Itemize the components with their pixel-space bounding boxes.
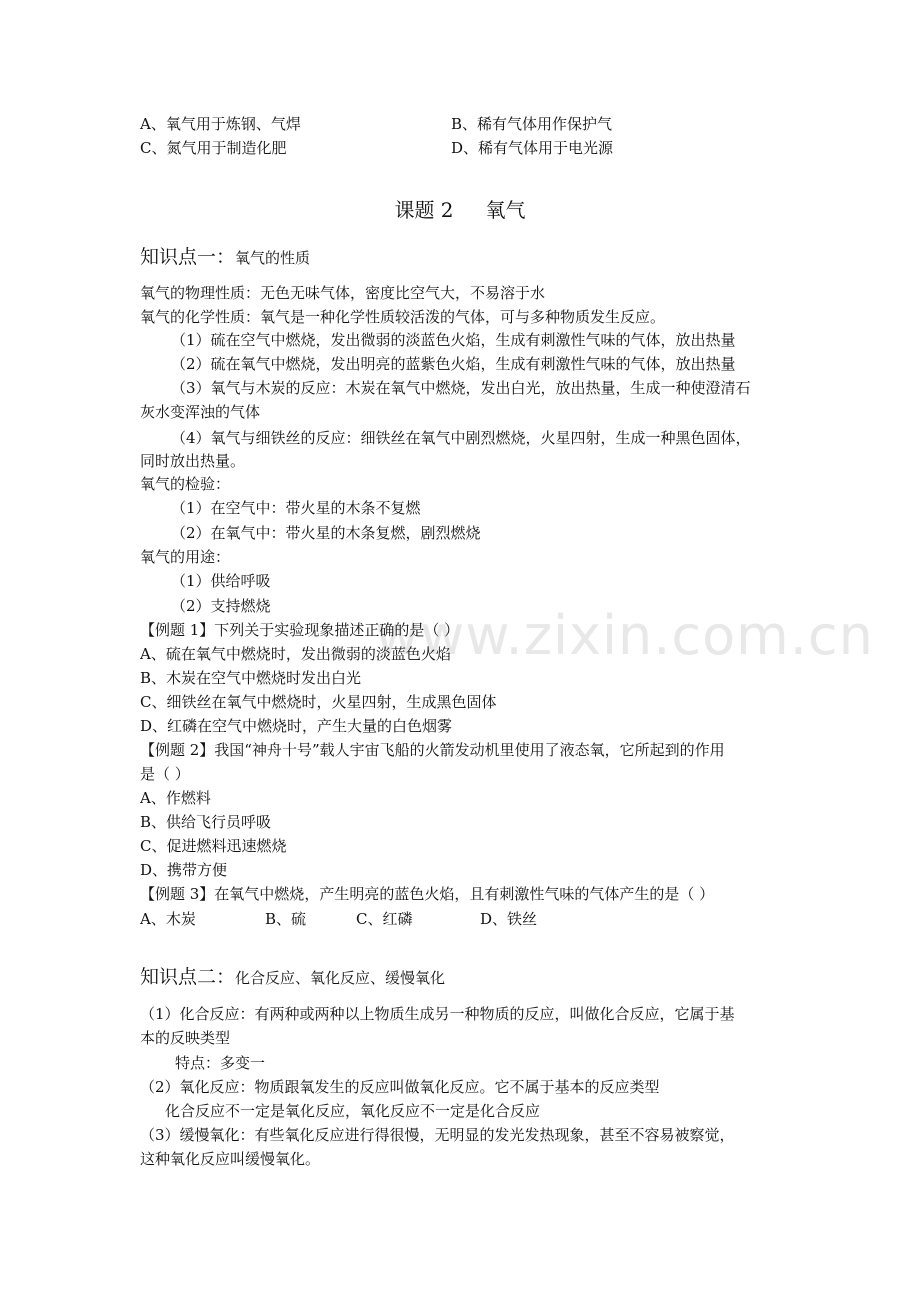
physical-properties: 氧气的物理性质：无色无味气体，密度比空气大，不易溶于水 [140,284,546,302]
section1-heading-topic: 氧气的性质 [235,249,311,267]
example3-option-a: A、木炭 [140,910,196,928]
reaction-item-4-cont: 同时放出热量。 [140,452,246,470]
option-c: C、氮气用于制造化肥 [140,139,287,157]
combination-reaction-cont: 本的反映类型 [140,1029,231,1047]
combination-reaction: （1）化合反应：有两种或两种以上物质生成另一种物质的反应，叫做化合反应，它属于基 [140,1005,735,1023]
reaction-item-3: （3）氧气与木炭的反应：木炭在氧气中燃烧，发出白光，放出热量，生成一种使澄清石 [171,379,751,397]
example2-option-c: C、促进燃料迅速燃烧 [140,837,287,855]
slow-oxidation: （3）缓慢氧化：有些氧化反应进行得很慢，无明显的发光发热现象，甚至不容易被察觉， [140,1126,735,1144]
example2-option-a: A、作燃料 [140,789,211,807]
reaction-item-1: （1）硫在空气中燃烧，发出微弱的淡蓝色火焰，生成有刺激性气味的气体，放出热量 [171,331,736,349]
watermark: www.zixin.com.cn [375,604,874,667]
example2-question-cont: 是（ ） [140,765,190,783]
example3-option-c: C、红磷 [356,910,413,928]
example3-options [140,909,740,929]
example3-option-b: B、硫 [265,910,307,928]
page-title [0,197,920,223]
chemical-properties: 氧气的化学性质：氧气是一种化学性质较活泼的气体，可与多种物质发生反应。 [140,308,666,326]
reaction-item-2: （2）硫在氧气中燃烧，发出明亮的蓝紫色火焰，生成有刺激性气味的气体，放出热量 [171,355,736,373]
title-lesson: 课题 2 [394,198,454,222]
example2-option-d: D、携带方便 [140,861,228,879]
section2-heading-topic: 化合反应、氧化反应、缓慢氧化 [235,969,446,987]
oxidation-note: 化合反应不一定是氧化反应，氧化反应不一定是化合反应 [165,1102,541,1120]
oxygen-use-2: （2）支持燃烧 [171,597,271,615]
oxygen-test-heading: 氧气的检验： [140,475,231,493]
combination-feature: 特点：多变一 [175,1054,266,1072]
section1-heading [140,245,310,270]
example1-option-c: C、细铁丝在氧气中燃烧时，火星四射，生成黑色固体 [140,693,497,711]
oxygen-use-1: （1）供给呼吸 [171,572,271,590]
oxygen-test-1: （1）在空气中：带火星的木条不复燃 [171,499,421,517]
option-a: A、氧气用于炼钢、气焊 [140,115,301,133]
reaction-item-3-cont: 灰水变浑浊的气体 [140,403,261,421]
example1-option-d: D、红磷在空气中燃烧时，产生大量的白色烟雾 [140,717,453,735]
example1-option-b: B、木炭在空气中燃烧时发出白光 [140,669,362,687]
option-b: B、稀有气体用作保护气 [451,115,613,133]
example2-question: 【例题 2】我国“神舟十号”载人宇宙飞船的火箭发动机里使用了液态氧，它所起到的作用 [140,741,725,759]
section2-heading [140,965,445,990]
example1-question: 【例题 1】下列关于实验现象描述正确的是（ ） [140,621,460,639]
oxygen-test-2: （2）在氧气中：带火星的木条复燃，剧烈燃烧 [171,524,481,542]
oxidation-reaction: （2）氧化反应：物质跟氧发生的反应叫做氧化反应。它不属于基本的反应类型 [140,1078,660,1096]
slow-oxidation-cont: 这种氧化反应叫缓慢氧化。 [140,1150,321,1168]
section2-heading-label: 知识点二： [140,966,236,988]
section1-heading-label: 知识点一： [140,246,236,268]
example2-option-b: B、供给飞行员呼吸 [140,813,272,831]
title-topic: 氧气 [485,198,526,222]
example3-option-d: D、铁丝 [480,910,538,928]
example3-question: 【例题 3】在氧气中燃烧，产生明亮的蓝色火焰，且有刺激性气味的气体产生的是（ ） [140,885,715,903]
reaction-item-4: （4）氧气与细铁丝的反应：细铁丝在氧气中剧烈燃烧，火星四射，生成一种黑色固体， [171,429,751,447]
example1-option-a: A、硫在氧气中燃烧时，发出微弱的淡蓝色火焰 [140,645,451,663]
option-d: D、稀有气体用于电光源 [451,139,614,157]
oxygen-use-heading: 氧气的用途： [140,548,231,566]
